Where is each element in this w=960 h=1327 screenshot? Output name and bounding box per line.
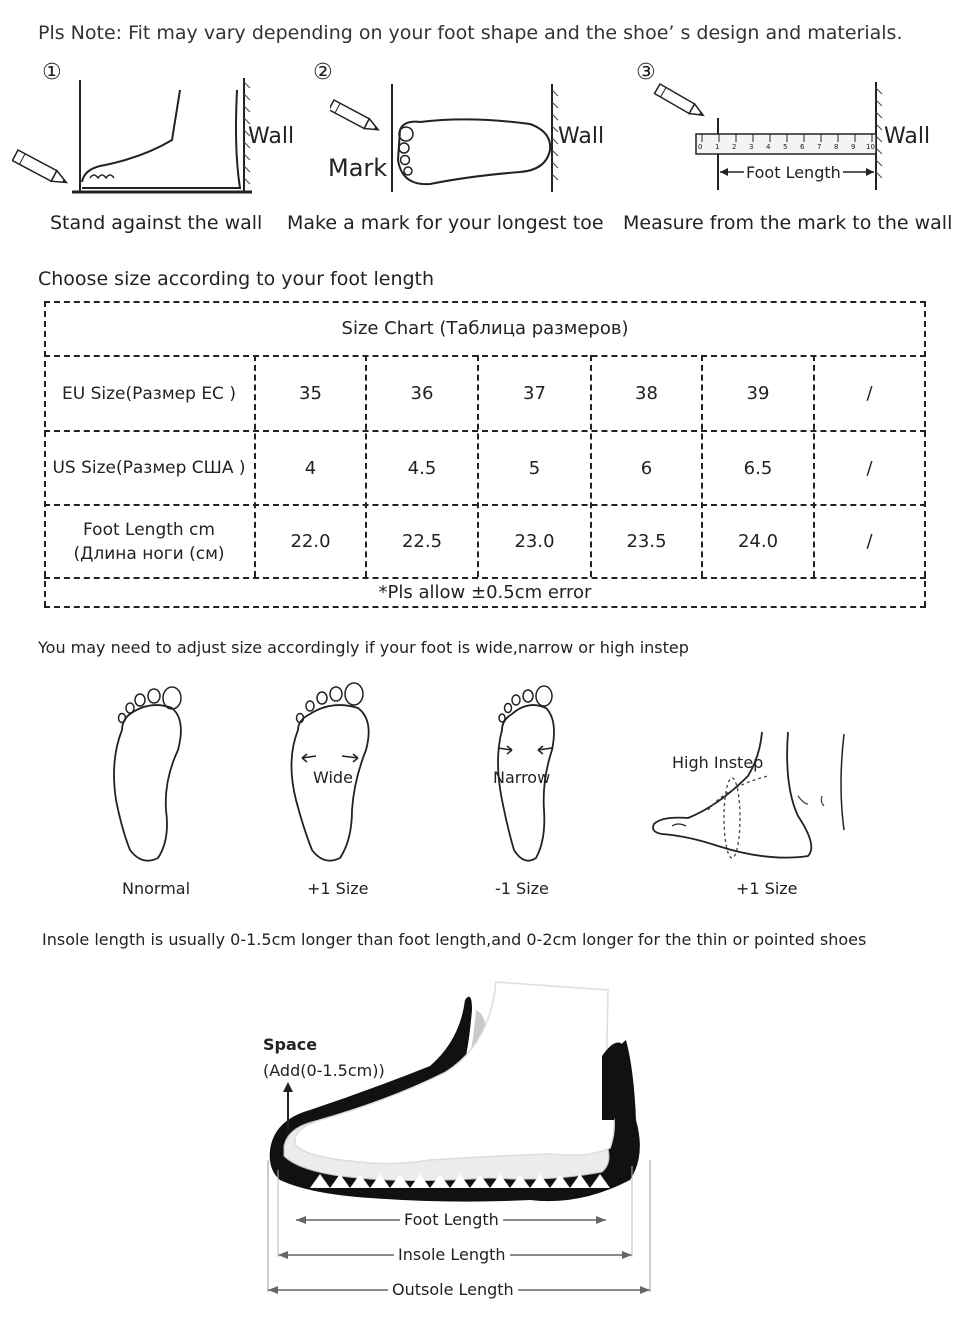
eu-size-label: EU Size(Размер ЕС ) <box>62 383 236 404</box>
size-chart-title: Size Chart (Таблица размеров) <box>341 317 629 339</box>
step-2-wall-label: Wall <box>558 124 605 149</box>
step-1-number: ① <box>42 60 62 85</box>
foot-length-cell: 23.5 <box>626 531 667 552</box>
foot-length-ruler-label: Foot Length <box>746 163 841 182</box>
wide-foot-caption: +1 Size <box>307 879 369 898</box>
eu-size-cell: 39 <box>746 383 770 404</box>
ruler-tick-label: 9 <box>851 143 856 151</box>
step-2-number: ② <box>313 60 333 85</box>
foot-length-cell: / <box>866 531 873 552</box>
us-size-cell: 4.5 <box>407 457 437 479</box>
foot-length-label-line1: Foot Length cm <box>83 519 215 540</box>
insole-length-label: Insole Length <box>394 1245 510 1264</box>
high-instep-foot-icon <box>648 726 858 876</box>
ruler-tick-label: 7 <box>817 143 822 151</box>
eu-size-cell: 35 <box>299 383 322 404</box>
ruler-tick-label: 6 <box>800 143 805 151</box>
step-1-wall-label: Wall <box>248 124 295 149</box>
normal-foot-caption: Nnormal <box>122 879 191 898</box>
step-1-caption: Stand against the wall <box>50 212 263 234</box>
step-2-caption: Make a mark for your longest toe <box>287 212 604 234</box>
insole-length-note: Insole length is usually 0-1.5cm longer than foot length,and 0-2cm longer for the thin or pointed shoes <box>42 930 867 949</box>
foot-length-cell: 23.0 <box>514 531 555 552</box>
foot-length-cell: 22.5 <box>401 531 443 552</box>
narrow-foot-caption: -1 Size <box>495 879 549 898</box>
space-subtitle: (Add(0-1.5cm)) <box>263 1061 385 1080</box>
us-size-cell: 4 <box>304 457 317 479</box>
foot-length-cell: 24.0 <box>737 531 779 552</box>
ruler-tick-label: 2 <box>732 143 737 151</box>
eu-size-cell: / <box>866 383 873 404</box>
step-3-wall-label: Wall <box>884 124 931 149</box>
narrow-foot-label: Narrow <box>493 768 551 787</box>
eu-size-cell: 38 <box>635 383 658 404</box>
us-size-label: US Size(Размер США ) <box>52 458 246 478</box>
us-size-cell: 5 <box>528 457 541 479</box>
ruler-tick-label: 0 <box>698 143 703 151</box>
outsole-length-label: Outsole Length <box>388 1280 518 1299</box>
step-2-illustration <box>330 80 570 200</box>
ruler-tick-label: 10 <box>866 143 875 151</box>
high-instep-caption: +1 Size <box>736 879 798 898</box>
adjust-size-note: You may need to adjust size accordingly if your foot is wide,narrow or high instep <box>38 638 689 657</box>
step-1-illustration <box>12 70 272 200</box>
foot-length-cell: 22.0 <box>290 531 331 552</box>
foot-length-diagram-label: Foot Length <box>400 1210 503 1229</box>
choose-size-heading: Choose size according to your foot length <box>38 268 435 290</box>
us-size-cell: 6 <box>640 457 653 479</box>
high-instep-label: High Instep <box>672 753 764 772</box>
wide-foot-label: Wide <box>313 768 353 787</box>
fit-note: Pls Note: Fit may vary depending on your foot shape and the shoe’ s design and materials. <box>38 22 903 44</box>
us-size-cell: 6.5 <box>743 457 773 479</box>
size-chart-footnote: *Pls allow ±0.5cm error <box>378 582 592 603</box>
ruler-tick-label: 8 <box>834 143 839 151</box>
eu-size-cell: 36 <box>410 383 434 404</box>
space-title: Space <box>263 1035 318 1054</box>
foot-length-label <box>44 506 254 577</box>
foot-length-label-line2: (Длина ноги (см) <box>73 543 225 564</box>
eu-size-cell: 37 <box>523 383 546 404</box>
ruler-tick-label: 4 <box>766 143 771 151</box>
ruler-tick-labels <box>696 143 876 153</box>
ruler-tick-label: 5 <box>783 143 788 151</box>
size-chart-table <box>44 301 926 607</box>
ruler-tick-label: 1 <box>715 143 720 151</box>
ruler-tick-label: 3 <box>749 143 754 151</box>
step-3-number: ③ <box>636 60 656 85</box>
normal-foot-icon <box>100 680 200 870</box>
us-size-cell: / <box>866 457 873 479</box>
step-3-caption: Measure from the mark to the wall <box>623 212 953 234</box>
step-2-mark-label: Mark <box>328 154 388 182</box>
